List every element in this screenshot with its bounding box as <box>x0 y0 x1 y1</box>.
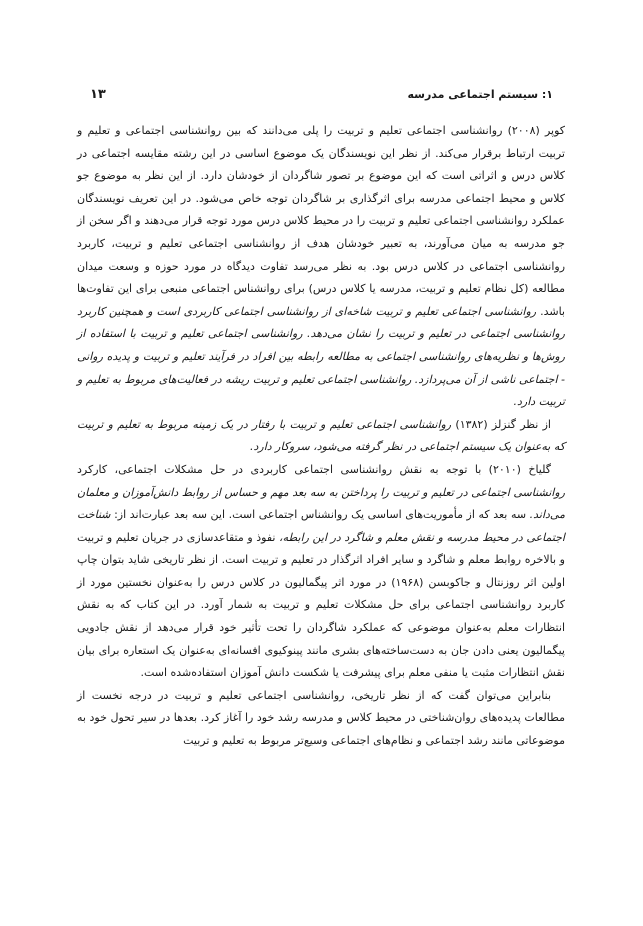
paragraph <box>77 459 565 685</box>
paragraph-text: بنابراین می‌توان گفت که از نظر تاریخی، روانشناسی اجتماعی تعلیم و تربیت در درجه نخست از مطالعات پدیده‌های روان‌شناختی در محیط کلاس و مدرسه رشد خود را آغاز کرد. بعدها در سیر تحول خود به موضوعاتی مانند رشد اجتماعی و نظام‌های اجتماعی وسیع‌تر مربوط به تعلیم و تربیت <box>77 688 565 748</box>
paragraph-text: گلیاخ (۲۰۱۰) با توجه به نقش روانشناسی اجتماعی کاربردی در حل مشکلات اجتماعی، کارکرد <box>77 462 551 476</box>
paragraph-text: از نظر گنزلز (۱۳۸۲) <box>451 417 551 431</box>
paragraph-text: نفوذ و متقاعدسازی در جریان تعلیم و تربیت و بالاخره روابط معلم و شاگرد و سایر افراد اثرگذار در تعلیم و تربیت است. از نظر تاریخی شاید بتوان چاپ اولین اثر روزنتال و جاکوبسن (۱۹۶۸) در مورد اثر پیگمالیون در کلاس درس را به‌عنوان نخستین مورد از کاربرد روانشناسی اجتماعی برای حل مشکلات تعلیم و تربیت به شمار آورد. در این کتاب که به نقش انتظارات معلم به‌عنوان موضوعی که عملکرد شاگردان را تحت تأثیر خود قرار می‌دهد از نقش جادویی پیگمالیون یعنی دادن جان به دست‌ساخته‌های بشری مانند پینوکیوی افسانه‌ای به‌عنوان یک استعاره برای بیان نقش انتظارات مثبت یا منفی معلم برای پیشرفت یا شکست دانش آموزان استفاده‌شده است. <box>77 530 566 680</box>
paragraph <box>77 120 565 414</box>
emphasized-text: روانشناسی اجتماعی تعلیم و تربیت شاخه‌ای از روانشناسی اجتماعی کاربردی است و همچنین کاربرد روانشناسی اجتماعی در تعلیم و تربیت را نشان می‌دهد. روانشناسی اجتماعی تعلیم و تربیت با استفاده از روش‌ها و نظریه‌های روانشناسی اجتماعی به مطالعه رابطه بین افراد در فرآیند تعلیم و تربیت و پدیده روانی - اجتماعی ناشی از آن می‌پردازد. روانشناسی اجتماعی تعلیم و تربیت ریشه در فعالیت‌های مربوط به تعلیم و تربیت دارد. <box>77 304 565 409</box>
running-head <box>90 84 553 104</box>
emphasized-text: روانشناسی اجتماعی تعلیم و تربیت با رفتار در یک زمینه مربوط به تعلیم و تربیت که به‌عنوان یک سیستم اجتماعی در نظر گرفته می‌شود، سروکار دارد. <box>77 417 565 454</box>
chapter-title: ۱: سیستم اجتماعی مدرسه <box>407 87 553 101</box>
paragraph-text: سه بعد که از مأموریت‌های اساسی یک روانشناس اجتماعی است. این سه بعد عبارت‌اند از: <box>110 508 530 522</box>
paragraph <box>77 685 565 753</box>
page-number: ۱۳ <box>90 86 106 102</box>
paragraph <box>77 414 565 459</box>
emphasized-text: روانشناسی اجتماعی در تعلیم و تربیت را پرداختن به سه بعد مهم و حساس از روابط دانش‌آموزان و معلمان می‌داند. <box>77 485 565 522</box>
body-text <box>77 120 565 753</box>
paragraph-text: کوپر (۲۰۰۸) روانشناسی اجتماعی تعلیم و تربیت را پلی می‌دانند که بین روانشناسی اجتماعی و تعلیم و تربیت ارتباط برقرار می‌کند. از نظر این نویسندگان یک موضوع اساسی در این رشته مقایسه اجتماعی در کلاس درس و اثراتی است که این موضوع بر تصور شاگردان از خودشان دارد. از این نظر به موضوع جو کلاس و محیط اجتماعی مدرسه برای اثرگذاری بر شاگردان توجه خاص می‌شود. در این تعریف نویسندگان عملکرد روانشناسی اجتماعی تعلیم و تربیت را در محیط کلاس درس مورد توجه قرار می‌دهند و اگر سخن از جو مدرسه به میان می‌آورند، به تعبیر خودشان هدف از روانشناسی اجتماعی تعلیم و تربیت، کاربرد روانشناسی اجتماعی در کلاس درس بود. به نظر می‌رسد تفاوت دیدگاه در مورد حوزه و وسعت میدان مطالعه (کل نظام تعلیم و تربیت، مدرسه یا کلاس درس) برای روانشناس اجتماعی منبعی برای این تفاوت‌ها باشد. <box>77 124 566 318</box>
emphasized-text: شناخت اجتماعی در محیط مدرسه و نقش معلم و شاگرد در این رابطه، <box>77 508 565 544</box>
